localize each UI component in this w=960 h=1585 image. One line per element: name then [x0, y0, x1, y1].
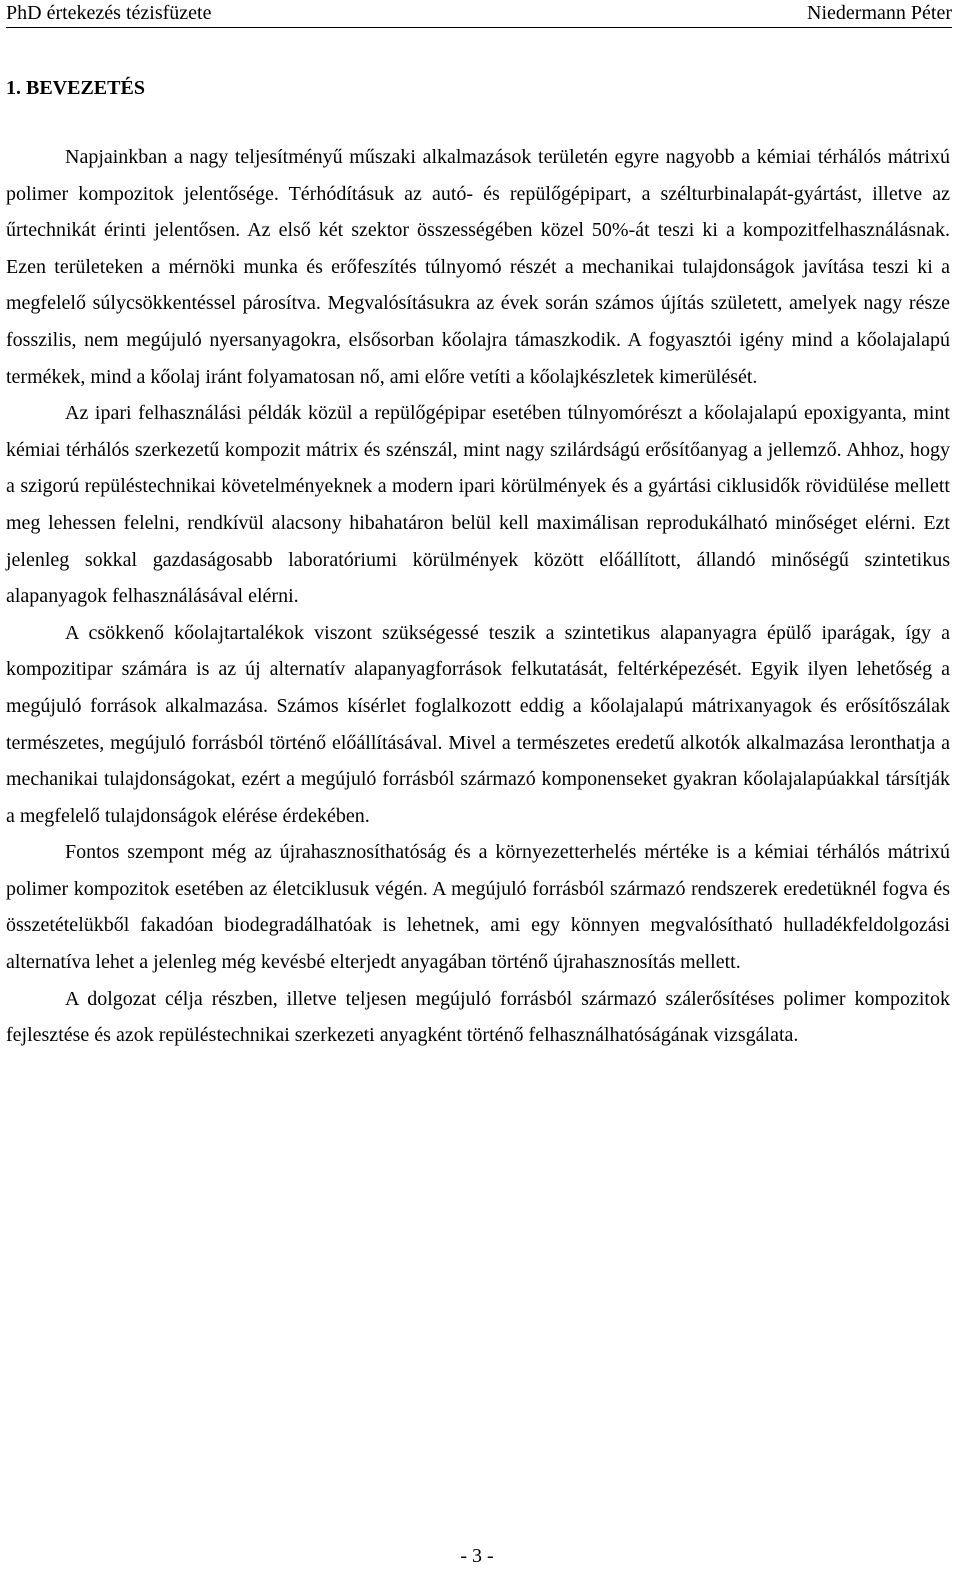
chapter-title-rest: EVEZETÉS [39, 77, 145, 99]
header-left-title: PhD értekezés tézisfüzete [6, 2, 212, 24]
body-text [6, 139, 950, 1054]
page-header [6, 0, 952, 28]
header-author: Niedermann Péter [807, 2, 952, 24]
page-number: - 3 - [460, 1545, 494, 1567]
chapter-title-initial: B [26, 77, 40, 99]
paragraph: A csökkenő kőolajtartalékok viszont szükségessé teszik a szintetikus alapanyagra épülő iparágak, így a kompozitipar számára is az új alternatív alapanyagforrások felkutatását, feltérképezését. Egyik ilyen lehetőség a megújuló források alkalmazása. Számos kísérlet foglalkozott eddig a kőolajalapú mátrixanyagok és erősítőszálak természetes, megújuló forrásból történő előállításával. Mivel a természetes eredetű alkotók alkalmazása leronthatja a mechanikai tulajdonságokat, ezért a megújuló forrásból származó komponenseket gyakran kőolajalapúakkal társítják a megfelelő tulajdonságok elérése érdekében. [6, 621, 950, 827]
paragraph: Fontos szempont még az újrahasznosíthatóság és a környezetterhelés mértéke is a kémiai térhálós mátrixú polimer kompozitok esetében az életciklusuk végén. A megújuló forrásból származó rendszerek eredetüknél fogva és összetételükből fakadóan biodegradálhatóak is lehetnek, ami egy könnyen megvalósítható hulladékfeldolgozási alternatíva lehet a jelenleg még kevésbé elterjedt anyagában történő újrahasznosítás mellett. [6, 841, 950, 974]
paragraph: Napjainkban a nagy teljesítményű műszaki alkalmazások területén egyre nagyobb a kémiai térhálós mátrixú polimer kompozitok jelentősége. Térhódításuk az autó- és repülőgépipart, a szélturbinalapát-gyártást, illetve az űrtechnikát érinti jelentősen. Az első két szektor összességében közel 50%-át teszi ki a kompozitfelhasználásnak. Ezen területeken a mérnöki munka és erőfeszítés túlnyomó részét a mechanikai tulajdonságok javítása teszi ki a megfelelő súlycsökkentéssel párosítva. Megvalósításukra az évek során számos újítás született, amelyek nagy része fosszilis, nem megújuló nyersanyagokra, elsősorban kőolajra támaszkodik. A fogyasztói igény mind a kőolajalapú termékek, mind a kőolaj iránt folyamatosan nő, ami előre vetíti a kőolajkészletek kimerülését. [6, 146, 950, 388]
chapter-number: 1. [6, 77, 21, 99]
chapter-heading [6, 75, 145, 101]
paragraph: Az ipari felhasználási példák közül a repülőgépipar esetében túlnyomórészt a kőolajalapú epoxigyanta, mint kémiai térhálós szerkezetű kompozit mátrix és szénszál, mint nagy szilárdságú erősítőanyag a jellemző. Ahhoz, hogy a szigorú repüléstechnikai követelményeknek a modern ipari körülmények és a gyártási ciklusidők rövidülése mellett meg lehessen felelni, rendkívül alacsony hibahatáron belül kell maximálisan reprodukálható minőséget elérni. Ezt jelenleg sokkal gazdaságosabb laboratóriumi körülmények között előállított, állandó minőségű szintetikus alapanyagok felhasználásával elérni. [6, 402, 950, 608]
page-footer [0, 1543, 960, 1569]
paragraph: A dolgozat célja részben, illetve teljesen megújuló forrásból származó szálerősítéses polimer kompozitok fejlesztése és azok repüléstechnikai szerkezeti anyagként történő felhasználhatóságának vizsgálata. [6, 987, 950, 1047]
